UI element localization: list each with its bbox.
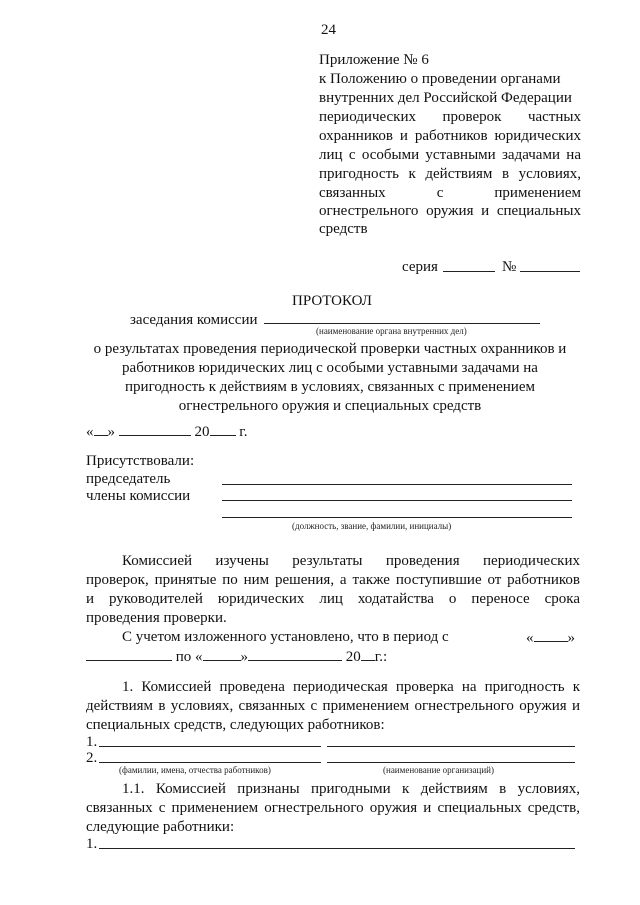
date-day-field[interactable] xyxy=(94,421,108,436)
appendix-line: периодических проверок частных xyxy=(319,109,581,125)
item1-name-field[interactable] xyxy=(99,762,321,763)
present-label: Присутствовали: xyxy=(86,453,195,469)
body-paragraph-line: Комиссией изучены результаты проведения периодических xyxy=(122,553,580,569)
item1-list-number: 1. xyxy=(86,734,98,750)
member-field[interactable] xyxy=(222,517,572,518)
period-from-month-field[interactable] xyxy=(86,646,172,661)
date-year-field[interactable] xyxy=(210,421,236,436)
body-paragraph-line: проведения проверки. xyxy=(86,610,227,626)
protocol-subject-line: работников юридических лиц с особыми уставными задачами на xyxy=(122,360,538,376)
item11-line: 1.1. Комиссией признаны пригодными к действиям в условиях, xyxy=(122,781,580,797)
protocol-subject-line: огнестрельного оружия и специальных средств xyxy=(178,398,482,414)
appendix-title: Приложение № 6 xyxy=(319,52,429,68)
item11-list-number: 1. xyxy=(86,836,98,852)
period-to-month-field[interactable] xyxy=(248,646,342,661)
item1-line: специальных средств, следующих работников: xyxy=(86,717,385,733)
date-month-field[interactable] xyxy=(119,421,191,436)
appendix-line: пригодность к действиям в условиях, xyxy=(319,166,581,182)
number-field[interactable] xyxy=(520,271,580,272)
date-year-prefix: 20 xyxy=(194,424,210,440)
period-text: С учетом изложенного установлено, что в период с xyxy=(122,629,449,645)
item1-line: действиям в условиях, связанных с применением огнестрельного оружия и xyxy=(86,698,580,714)
protocol-subject-line: пригодность к действиям в условиях, связанных с применением xyxy=(125,379,535,395)
meeting-organ-field[interactable] xyxy=(264,323,540,324)
period-from-day-field[interactable] xyxy=(534,627,568,642)
item1-name-field[interactable] xyxy=(99,746,321,747)
appendix-line: к Положению о проведении органами xyxy=(319,71,561,87)
period-year-field[interactable] xyxy=(361,646,375,661)
meeting-caption: (наименование органа внутренних дел) xyxy=(316,326,467,336)
item11-name-field[interactable] xyxy=(99,848,575,849)
appendix-line: охранников и работников юридических xyxy=(319,128,581,144)
item1-caption-names: (фамилии, имена, отчества работников) xyxy=(119,765,271,775)
attendance-caption: (должность, звание, фамилии, инициалы) xyxy=(292,521,452,531)
body-paragraph-line: проверок, принятые по ним решения, а также поступившие от работников xyxy=(86,572,580,588)
item1-line: 1. Комиссией проведена периодическая проверка на пригодность к xyxy=(122,679,580,695)
appendix-line: огнестрельного оружия и специальных xyxy=(319,203,581,219)
appendix-line: внутренних дел Российской Федерации xyxy=(319,90,572,106)
date-year-suffix: г. xyxy=(239,424,248,440)
item11-line: следующие работники: xyxy=(86,819,235,835)
item1-list-number: 2. xyxy=(86,750,98,766)
chairman-field[interactable] xyxy=(222,484,572,485)
protocol-subject-line: о результатах проведения периодической проверки частных охранников и xyxy=(93,341,567,357)
appendix-line: связанных с применением xyxy=(319,185,581,201)
item1-organization-field[interactable] xyxy=(327,762,575,763)
number-label: № xyxy=(502,259,517,275)
date-open-quote: « xyxy=(86,424,94,440)
members-label: члены комиссии xyxy=(86,488,191,504)
item1-organization-field[interactable] xyxy=(327,746,575,747)
series-field[interactable] xyxy=(443,271,495,272)
protocol-title: ПРОТОКОЛ xyxy=(292,293,372,309)
period-from-day: « » xyxy=(526,627,575,648)
member-field[interactable] xyxy=(222,500,572,501)
appendix-line: средств xyxy=(319,221,368,237)
item11-line: связанных с применением огнестрельного оружия и специальных средств, xyxy=(86,800,580,816)
date-close-quote: » xyxy=(107,424,115,440)
date-line xyxy=(86,421,247,442)
page-number: 24 xyxy=(321,22,336,38)
period-line-2: по « » 20 г.: xyxy=(86,646,387,667)
body-paragraph-line: и руководителей юридических лиц ходатайства о переносе срока xyxy=(86,591,580,607)
chairman-label: председатель xyxy=(86,471,171,487)
meeting-label: заседания комиссии xyxy=(130,312,258,328)
item1-caption-organizations: (наименование организаций) xyxy=(383,765,494,775)
period-to-day-field[interactable] xyxy=(203,646,241,661)
series-label: серия xyxy=(402,259,438,275)
appendix-line: лиц с особыми уставными задачами на xyxy=(319,147,581,163)
